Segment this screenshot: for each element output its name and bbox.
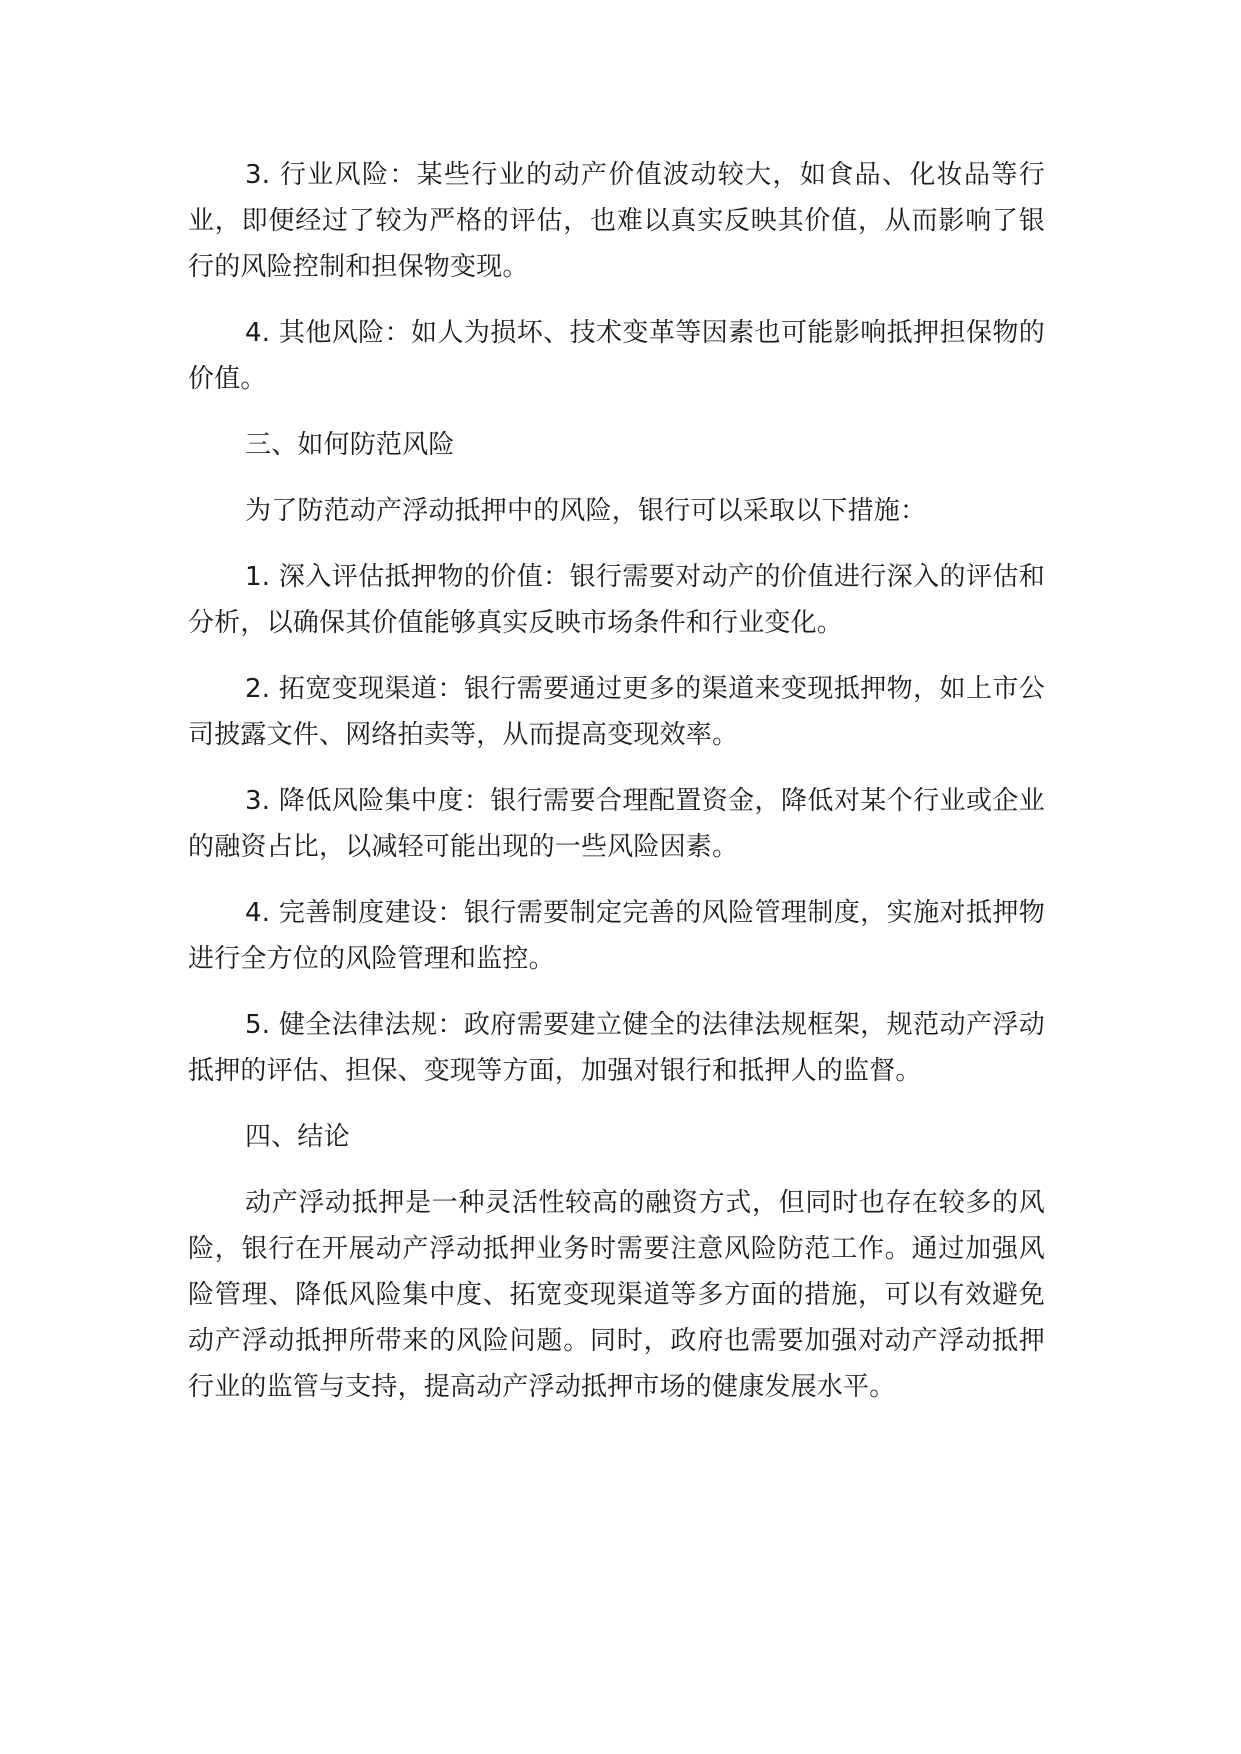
paragraph-measure-3: 3. 降低风险集中度：银行需要合理配置资金，降低对某个行业或企业的融资占比，以减轻可能出现的一些风险因素。 bbox=[188, 786, 1045, 862]
paragraph-industry-risk: 3. 行业风险：某些行业的动产价值波动较大，如食品、化妆品等行业，即便经过了较为严格的评估，也难以真实反映其价值，从而影响了银行的风险控制和担保物变现。 bbox=[188, 160, 1045, 282]
section-heading-conclusion: 四、结论 bbox=[245, 1122, 350, 1152]
paragraph-measure-5: 5. 健全法律法规：政府需要建立健全的法律法规框架，规范动产浮动抵押的评估、担保、变现等方面，加强对银行和抵押人的监督。 bbox=[188, 1010, 1045, 1086]
paragraph-measure-4: 4. 完善制度建设：银行需要制定完善的风险管理制度，实施对抵押物进行全方位的风险管理和监控。 bbox=[188, 898, 1045, 974]
paragraph-measures-intro: 为了防范动产浮动抵押中的风险，银行可以采取以下措施： bbox=[245, 496, 927, 526]
paragraph-measure-2: 2. 拓宽变现渠道：银行需要通过更多的渠道来变现抵押物，如上市公司披露文件、网络拍卖等，从而提高变现效率。 bbox=[188, 674, 1045, 750]
paragraph-conclusion: 动产浮动抵押是一种灵活性较高的融资方式，但同时也存在较多的风险，银行在开展动产浮动抵押业务时需要注意风险防范工作。通过加强风险管理、降低风险集中度、拓宽变现渠道等多方面的措施，可以有效避免动产浮动抵押所带来的风险问题。同时，政府也需要加强对动产浮动抵押行业的监管与支持，提高动产浮动抵押市场的健康发展水平。 bbox=[188, 1188, 1045, 1402]
document-body bbox=[188, 152, 1045, 1430]
paragraph-measure-1: 1. 深入评估抵押物的价值：银行需要对动产的价值进行深入的评估和分析，以确保其价值能够真实反映市场条件和行业变化。 bbox=[188, 562, 1045, 638]
paragraph-other-risk: 4. 其他风险：如人为损坏、技术变革等因素也可能影响抵押担保物的价值。 bbox=[188, 318, 1045, 394]
section-heading-risk-prevention: 三、如何防范风险 bbox=[245, 430, 455, 460]
